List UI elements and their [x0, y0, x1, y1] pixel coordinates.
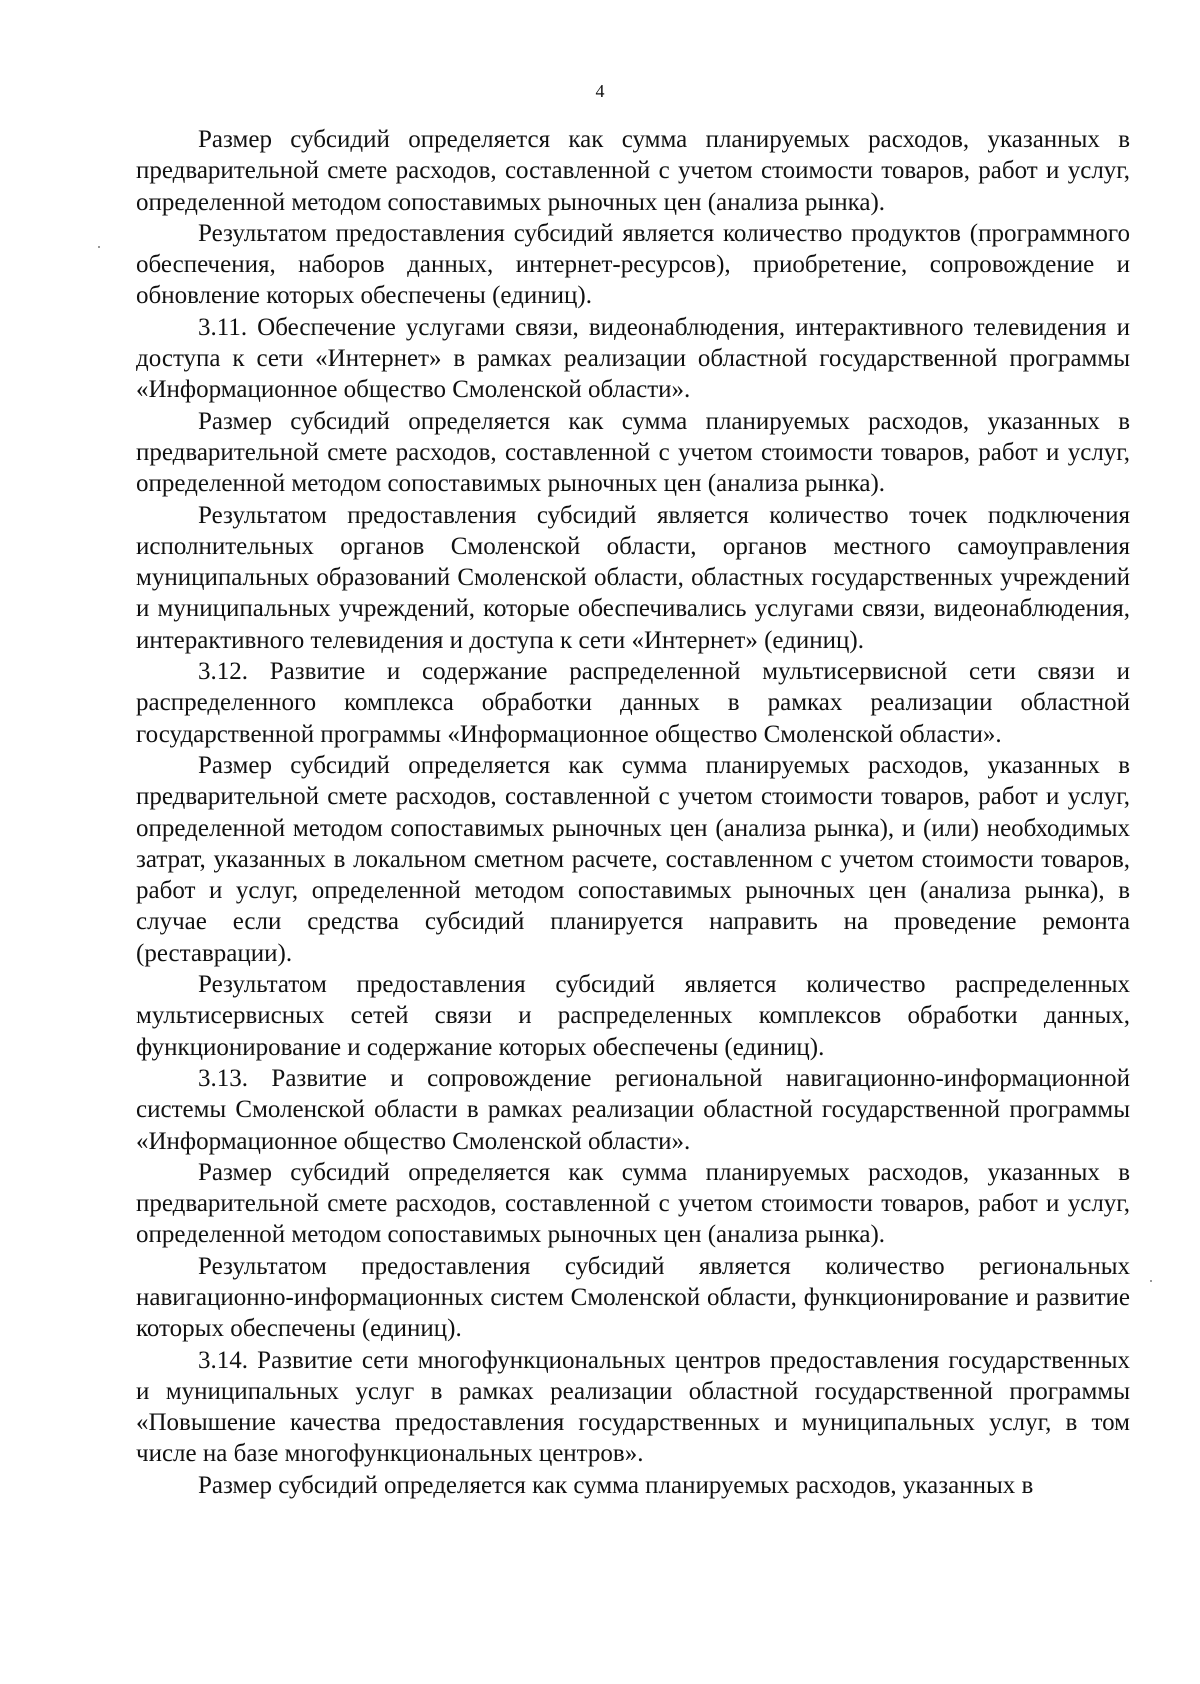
document-body	[136, 124, 1130, 1501]
paragraph-subsidy-size: Размер субсидий определяется как сумма планируемых расходов, указанных в предварительной смете расходов, составленной с учетом стоимости товаров, работ и услуг, определенной методом сопоставимых рыночных цен (анализа рынка), и (или) необходимых затрат, указанных в локальном сметном расчете, составленном с учетом стоимости товаров, работ и услуг, определенной методом сопоставимых рыночных цен (анализа рынка), в случае если средства субсидий планируется направить на проведение ремонта (реставрации).	[136, 751, 1130, 967]
section-3-14-heading: 3.14. Развитие сети многофункциональных центров предоставления государственных и муниципальных услуг в рамках реализации областной государственной программы «Повышение качества предоставления государственных и муниципальных услуг, в том числе на базе многофункциональных центров».	[136, 1346, 1130, 1468]
paragraph-subsidy-size: Размер субсидий определяется как сумма планируемых расходов, указанных в предварительной смете расходов, составленной с учетом стоимости товаров, работ и услуг, определенной методом сопоставимых рыночных цен (анализа рынка).	[136, 126, 1130, 216]
paragraph-subsidy-result: Результатом предоставления субсидий является количество распределенных мультисервисных сетей связи и распределенных комплексов обработки данных, функционирование и содержание которых обеспечены (единиц).	[136, 971, 1130, 1061]
paragraph-subsidy-size: Размер субсидий определяется как сумма планируемых расходов, указанных в предварительной смете расходов, составленной с учетом стоимости товаров, работ и услуг, определенной методом сопоставимых рыночных цен (анализа рынка).	[136, 407, 1130, 498]
paragraph-subsidy-result: Результатом предоставления субсидий является количество региональных навигационно-информационных систем Смоленской области, функционирование и развитие которых обеспечены (единиц).	[136, 1252, 1130, 1343]
scan-speck	[1150, 1280, 1152, 1282]
section-3-12-heading: 3.12. Развитие и содержание распределенной мультисервисной сети связи и распределенного комплекса обработки данных в рамках реализации областной государственной программы «Информационное общество Смоленской области».	[136, 658, 1130, 748]
paragraph-subsidy-result: Результатом предоставления субсидий является количество точек подключения исполнительных органов Смоленской области, органов местного самоуправления муниципальных образований Смоленской области, областных государственных учреждений и муниципальных учреждений, которые обеспечивались услугами связи, видеонаблюдения, интерактивного телевидения и доступа к сети «Интернет» (единиц).	[136, 501, 1130, 654]
scan-speck	[98, 246, 100, 248]
section-3-11-heading: 3.11. Обеспечение услугами связи, видеонаблюдения, интерактивного телевидения и доступа к сети «Интернет» в рамках реализации областной государственной программы «Информационное общество Смоленской области».	[136, 313, 1130, 404]
paragraph-subsidy-size: Размер субсидий определяется как сумма планируемых расходов, указанных в предварительной смете расходов, составленной с учетом стоимости товаров, работ и услуг, определенной методом сопоставимых рыночных цен (анализа рынка).	[136, 1158, 1130, 1249]
paragraph-subsidy-size: Размер субсидий определяется как сумма планируемых расходов, указанных в	[198, 1471, 1034, 1499]
page-number: 4	[595, 81, 605, 101]
section-3-13-heading: 3.13. Развитие и сопровождение региональной навигационно-информационной системы Смоленской области в рамках реализации областной государственной программы «Информационное общество Смоленской области».	[136, 1064, 1130, 1155]
paragraph-subsidy-result: Результатом предоставления субсидий является количество продуктов (программного обеспечения, наборов данных, интернет-ресурсов), приобретение, сопровождение и обновление которых обеспечены (единиц).	[136, 219, 1130, 310]
